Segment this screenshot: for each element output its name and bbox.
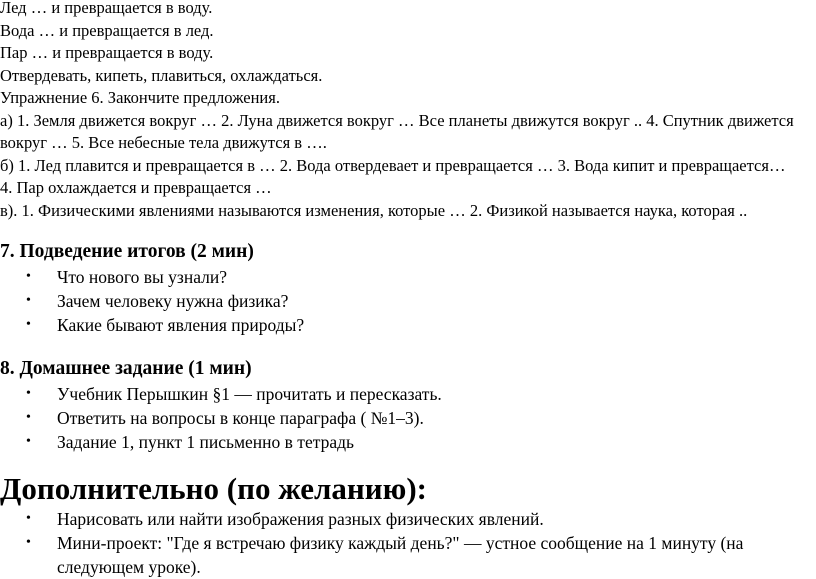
exercise-part-a: а) 1. Земля движется вокруг … 2. Луна движется вокруг … Все планеты движутся вокруг .. 4. Спутник движется вокруг … 5. Все небесные тела движутся в …. [0, 110, 794, 152]
list-item [0, 289, 816, 313]
bullet-icon: • [26, 535, 31, 550]
bullet-icon: • [26, 269, 31, 284]
list-item [0, 406, 816, 430]
bullet-icon: • [26, 317, 31, 332]
exercise-heading: Упражнение 6. Закончите предложения. [0, 88, 280, 107]
list-item [0, 382, 816, 406]
text-line: Отвердевать, кипеть, плавиться, охлаждаться. [0, 65, 323, 85]
bullet-icon: • [26, 410, 31, 425]
list-item-text: Учебник Перышкин §1 — прочитать и пересказать. [57, 384, 442, 404]
section-8-title: 8. Домашнее задание (1 мин) [0, 358, 252, 379]
list-item-text: Задание 1, пункт 1 письменно в тетрадь [57, 432, 354, 452]
list-item [0, 531, 807, 579]
list-item-text: Мини-проект: "Где я встречаю физику каждый день?" — устное сообщение на 1 минуту (на следующем уроке). [57, 533, 744, 577]
list-item [0, 265, 816, 289]
exercise-part-v: в). 1. Физическими явлениями называются изменения, которые … 2. Физикой называется наука, которая .. [0, 200, 748, 220]
text-line: Пар … и превращается в воду. [0, 43, 214, 62]
bullet-icon: • [26, 511, 31, 526]
section-8-list [0, 382, 816, 454]
list-item-text: Ответить на вопросы в конце параграфа ( №1–3). [57, 408, 424, 428]
extra-list [0, 507, 816, 579]
text-line: Лед … и превращается в воду. [0, 0, 213, 17]
list-item [0, 507, 816, 531]
list-item [0, 430, 816, 454]
exercise-part-b: б) 1. Лед плавится и превращается в … 2. Вода отвердевает и превращается … 3. Вода кипит и превращается… 4. Пар охлаждается и превращается … [0, 155, 786, 197]
text-line: Вода … и превращается в лед. [0, 20, 214, 40]
bullet-icon: • [26, 434, 31, 449]
list-item-text: Нарисовать или найти изображения разных физических явлений. [57, 509, 544, 529]
bullet-icon: • [26, 386, 31, 401]
bullet-icon: • [26, 293, 31, 308]
list-item-text: Что нового вы узнали? [57, 267, 228, 287]
extra-title: Дополнительно (по желанию): [0, 471, 427, 506]
section-7-list [0, 265, 816, 337]
list-item-text: Зачем человеку нужна физика? [57, 291, 289, 311]
section-7-title: 7. Подведение итогов (2 мин) [0, 241, 254, 262]
list-item-text: Какие бывают явления природы? [57, 315, 305, 335]
list-item [0, 313, 816, 337]
